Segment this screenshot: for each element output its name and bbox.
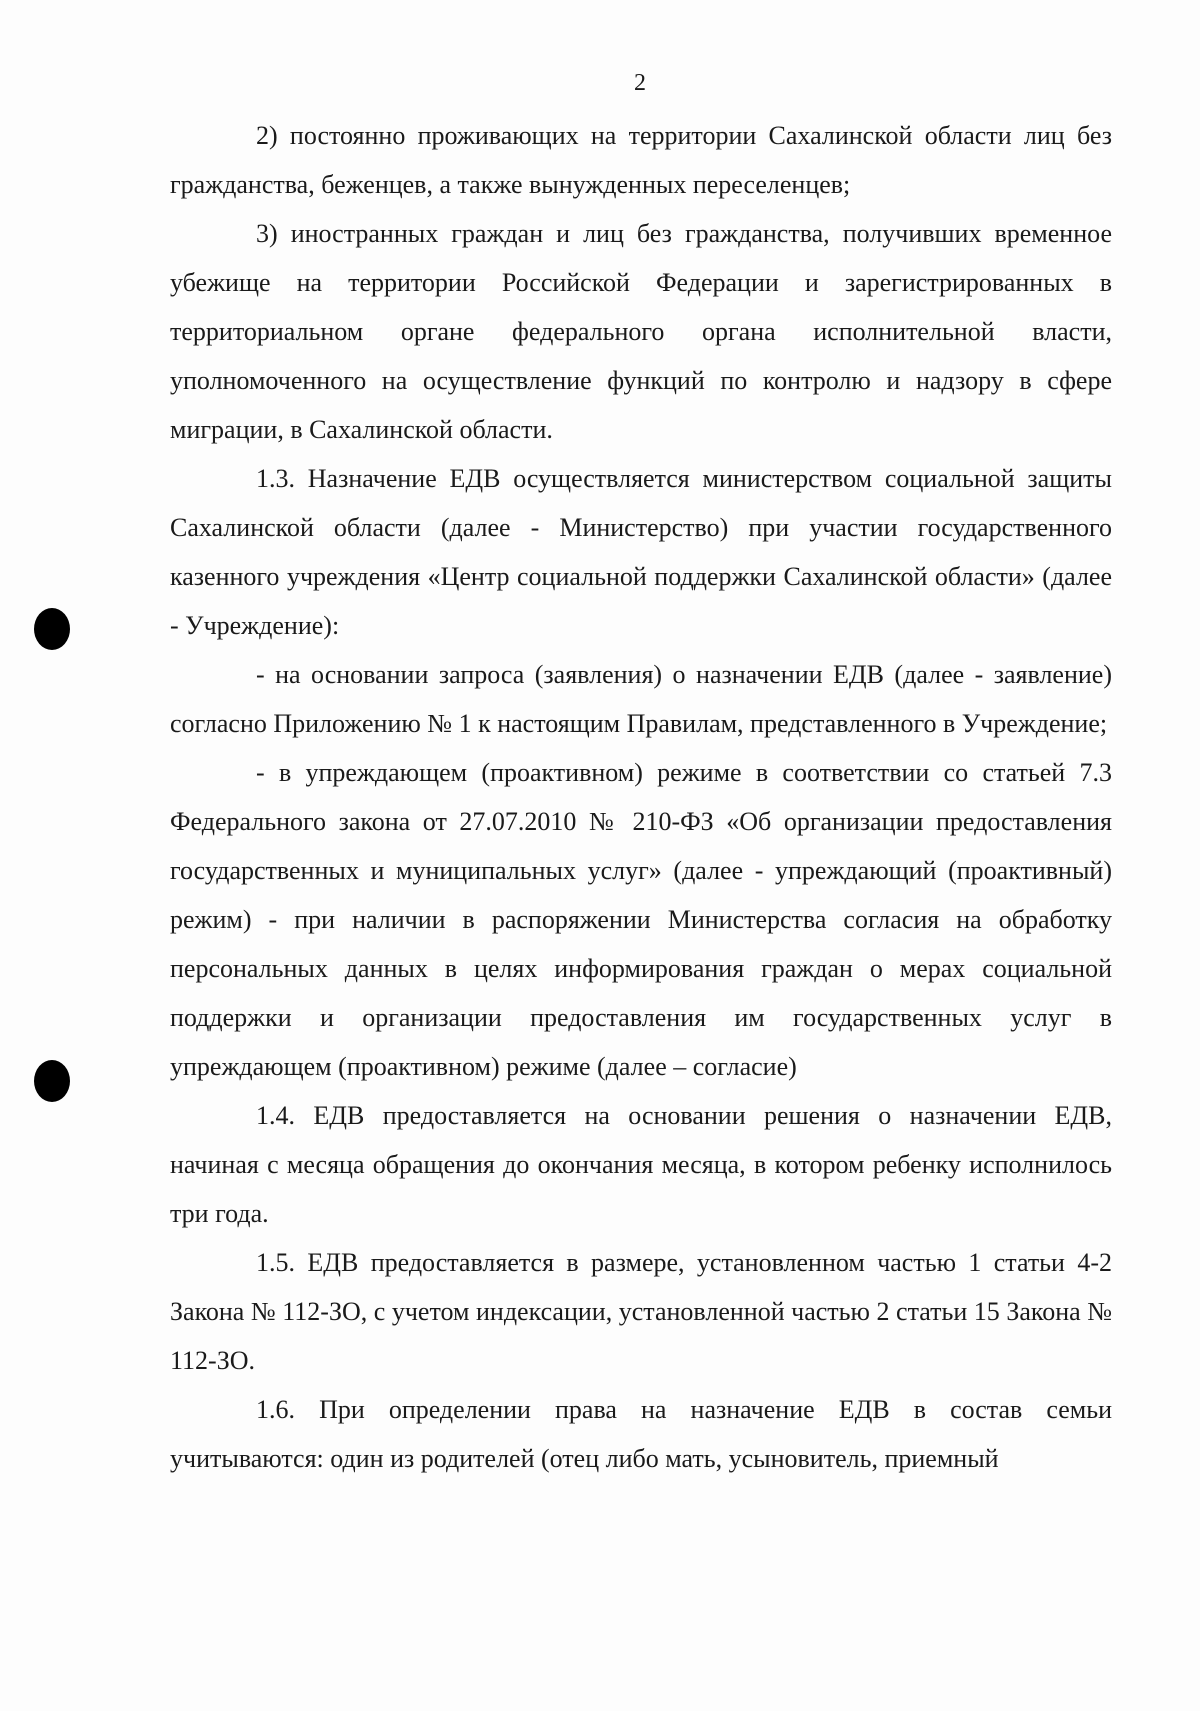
punch-hole-mark [34,1060,70,1102]
paragraph-item-3: 3) иностранных граждан и лиц без гражданства, получивших временное убежище на территории Российской Федерации и зарегистрированных в территориальном органе федерального органа исполнительной власти, уполномоченного на осуществление функций по контролю и надзору в сфере миграции, в Сахалинской области. [170,219,1112,444]
paragraph-1-6: 1.6. При определении права на назначение ЕДВ в состав семьи учитываются: один из родителей (отец либо мать, усыновитель, приемный [170,1395,1112,1473]
paragraph-1-5: 1.5. ЕДВ предоставляется в размере, установленном частью 1 статьи 4-2 Закона № 112-ЗО, с учетом индексации, установленной частью 2 статьи 15 Закона № 112-ЗО. [170,1248,1112,1375]
paragraph-1-4: 1.4. ЕДВ предоставляется на основании решения о назначении ЕДВ, начиная с месяца обращения до окончания месяца, в котором ребенку исполнилось три года. [170,1101,1112,1228]
punch-hole-mark [34,608,70,650]
page-number: 2 [634,70,646,96]
paragraph-bullet-request: - на основании запроса (заявления) о назначении ЕДВ (далее - заявление) согласно Приложению № 1 к настоящим Правилам, представленного в Учреждение; [170,660,1112,738]
paragraph-bullet-proactive: - в упреждающем (проактивном) режиме в соответствии со статьей 7.3 Федерального закона от 27.07.2010 № 210-ФЗ «Об организации предоставления государственных и муниципальных услуг» (далее - упреждающий (проактивный) режим) - при наличии в распоряжении Министерства согласия на обработку персональных данных в целях информирования граждан о мерах социальной поддержки и организации предоставления им государственных услуг в упреждающем (проактивном) режиме (далее – согласие) [170,758,1112,1081]
document-body [170,111,1112,1483]
paragraph-item-2: 2) постоянно проживающих на территории Сахалинской области лиц без гражданства, беженцев, а также вынужденных переселенцев; [170,121,1112,199]
paragraph-1-3: 1.3. Назначение ЕДВ осуществляется министерством социальной защиты Сахалинской области (далее - Министерство) при участии государственного казенного учреждения «Центр социальной поддержки Сахалинской области» (далее - Учреждение): [170,464,1112,640]
